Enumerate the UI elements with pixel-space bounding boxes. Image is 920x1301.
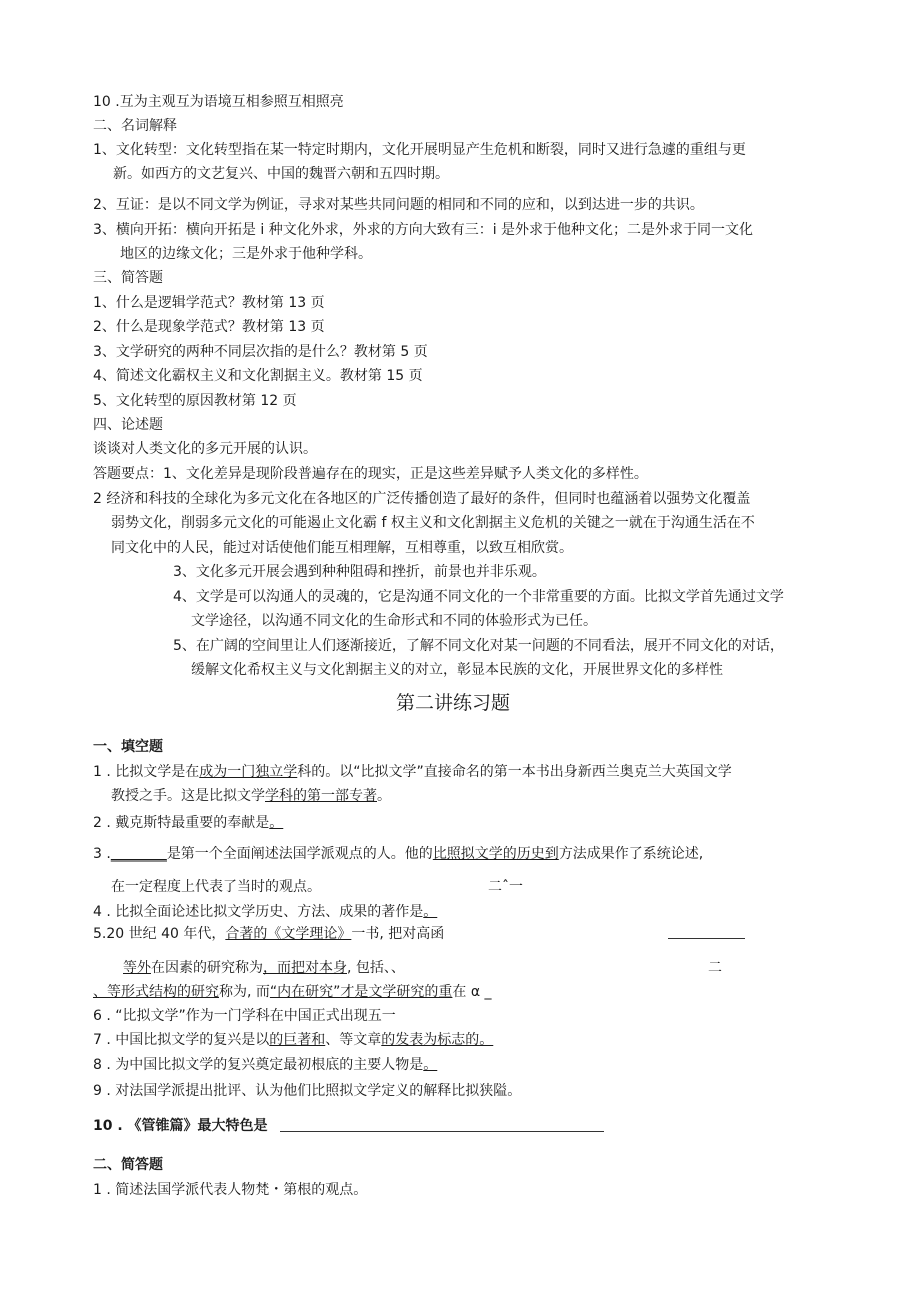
fill-item-6: 6 . “比拟文学”作为一门学科在中国正式出现五一 bbox=[93, 1008, 396, 1024]
fill-item-4: 4 . 比拟全面论述比拟文学历史、方法、成果的著作是。 bbox=[93, 904, 438, 920]
question-5: 5、文化转型的原因教材第 12 页 bbox=[93, 393, 297, 409]
fill-item-1-line-2: 教授之手。这是比拟文学学科的第一部专著。 bbox=[111, 788, 391, 804]
question-2: 2、什么是现象学范式？教材第 13 页 bbox=[93, 319, 325, 335]
answer-point-5-line-1: 5、在广阔的空间里让人们逐渐接近，了解不同文化对某一问题的不同看法，展开不同文化的对话， bbox=[173, 638, 784, 654]
item-10: 10 .互为主观互为语境互相参照互相照亮 bbox=[93, 94, 344, 110]
section-heading-short-answer-2: 二、简答题 bbox=[93, 1157, 163, 1173]
lecture-2-title: 第二讲练习题 bbox=[396, 692, 511, 714]
answer-point-1: 答题要点：1、文化差异是现阶段普遍存在的现实，正是这些差异赋予人类文化的多样性。 bbox=[93, 466, 648, 482]
answer-point-2-line-1: 2 经济和科技的全球化为多元文化在各地区的广泛传播创造了最好的条件，但同时也蕴涵着以强势文化覆盖 bbox=[93, 491, 751, 507]
section-heading-essay: 四、论述题 bbox=[93, 417, 163, 433]
fill-item-7: 7 . 中国比拟文学的复兴是以的巨著和、等文章的发表为标志的。 bbox=[93, 1032, 494, 1048]
fill-item-3-line-1: 3 .________是第一个全面阐述法国学派观点的人。他的比照拟文学的历史到方法成果作了系统论述, bbox=[93, 846, 704, 862]
definition-3-line-2: 地区的边缘文化；三是外求于他种学科。 bbox=[120, 246, 372, 262]
fill-item-3-line-2: 在一定程度上代表了当时的观点。 bbox=[111, 879, 321, 895]
fill-item-5-line-3: 、等形式结构的研究称为, 而“内在研究”才是文学研究的重在 α _ bbox=[93, 984, 492, 1000]
question-1: 1、什么是逻辑学范式？教材第 13 页 bbox=[93, 295, 325, 311]
fill-blank-rule bbox=[280, 1131, 604, 1132]
answer-point-4-line-1: 4、文学是可以沟通人的灵魂的，它是沟通不同文化的一个非常重要的方面。比拟文学首先通过文学 bbox=[173, 589, 784, 605]
fill-item-9: 9 . 对法国学派提出批评、认为他们比照拟文学定义的解释比拟狭隘。 bbox=[93, 1083, 522, 1099]
answer-point-3: 3、文化多元开展会遇到种种阻碍和挫折，前景也并非乐观。 bbox=[173, 564, 546, 580]
section-heading-fill-blank: 一、填空题 bbox=[93, 739, 163, 755]
section-heading-short-answer: 三、简答题 bbox=[93, 270, 163, 286]
question-4: 4、简述文化霸权主义和文化割据主义。教材第 15 页 bbox=[93, 368, 423, 384]
question-3: 3、文学研究的两种不同层次指的是什么？教材第 5 页 bbox=[93, 344, 428, 360]
section-heading-definitions: 二、名词解释 bbox=[93, 118, 177, 134]
essay-question: 谈谈对人类文化的多元开展的认识。 bbox=[93, 441, 317, 457]
short-answer-1: 1 . 简述法国学派代表人物梵・第根的观点。 bbox=[93, 1182, 368, 1198]
answer-point-2-line-2: 弱势文化，削弱多元文化的可能遏止文化霸 f 权主义和文化割据主义危机的关键之一就在于沟通生活在不 bbox=[111, 515, 755, 531]
fill-item-5-side-mark: 二 bbox=[708, 960, 722, 976]
fill-item-2: 2 . 戴克斯特最重要的奉献是。 bbox=[93, 815, 284, 831]
fill-blank-rule bbox=[668, 938, 745, 939]
fill-item-5-line-1: 5.20 世纪 40 年代，合著的《文学理论》一书, 把对高函 bbox=[93, 926, 445, 942]
fill-item-8: 8 . 为中国比拟文学的复兴奠定最初根底的主要人物是。 bbox=[93, 1057, 438, 1073]
fill-item-1-line-1: 1 . 比拟文学是在成为一门独立学科的。以“比拟文学”直接命名的第一本书出身新西兰奥克兰大英国文学 bbox=[93, 764, 732, 780]
fill-item-10: 10 . 《管锥篇》最大特色是 bbox=[93, 1118, 268, 1134]
answer-point-2-line-3: 同文化中的人民，能过对话使他们能互相理解，互相尊重，以致互相欣赏。 bbox=[111, 540, 573, 556]
fill-item-5-line-2: 等外在因素的研究称为，而把对本身, 包括、、 bbox=[123, 960, 405, 976]
definition-1-line-2: 新。如西方的文艺复兴、中国的魏晋六朝和五四时期。 bbox=[113, 166, 449, 182]
answer-point-5-line-2: 缓解文化希权主义与文化割据主义的对立，彰显本民族的文化，开展世界文化的多样性 bbox=[191, 662, 723, 678]
definition-1-line-1: 1、文化转型：文化转型指在某一特定时期内，文化开展明显产生危机和断裂，同时又进行急遽的重组与更 bbox=[93, 142, 746, 158]
definition-3-line-1: 3、横向开拓：横向开拓是 i 种文化外求，外求的方向大致有三：i 是外求于他种文化；二是外求于同一文化 bbox=[93, 222, 754, 238]
definition-2: 2、互证：是以不同文学为例证，寻求对某些共同问题的相同和不同的应和，以到达进一步的共识。 bbox=[93, 197, 704, 213]
fill-item-3-side-mark: 二ˆ一 bbox=[488, 879, 523, 895]
answer-point-4-line-2: 文学途径，以沟通不同文化的生命形式和不同的体验形式为已任。 bbox=[191, 613, 597, 629]
